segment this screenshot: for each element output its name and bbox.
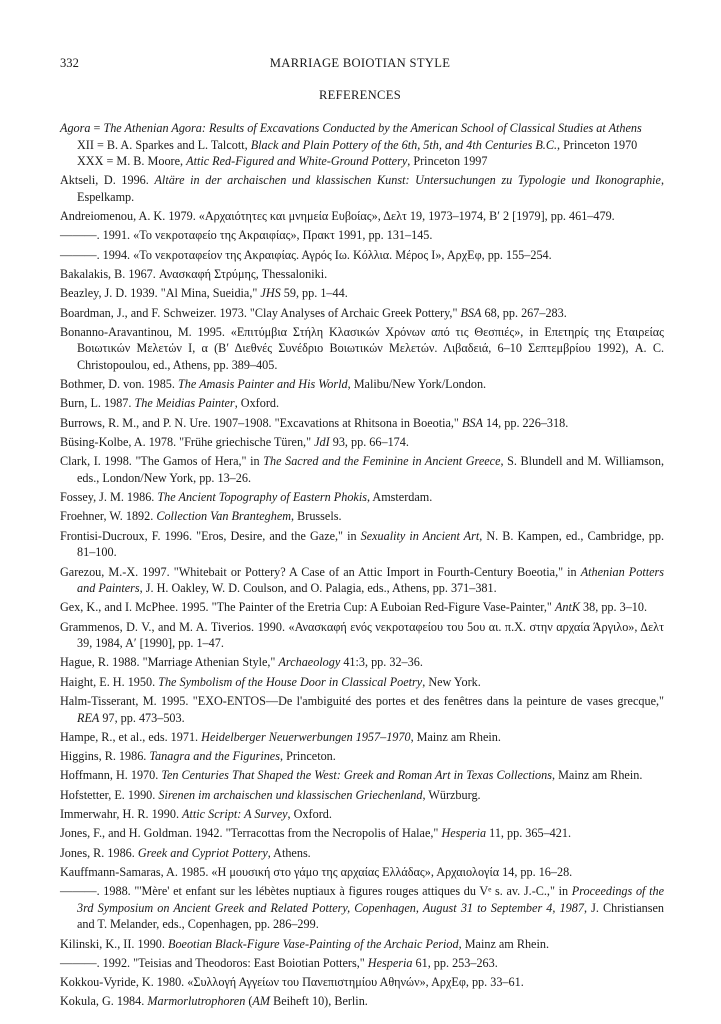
reference-text: , Athens. xyxy=(267,845,311,860)
reference-entry xyxy=(60,787,664,804)
reference-italic-text: Archaeology xyxy=(278,655,341,670)
reference-text: , Malibu/New York/London. xyxy=(347,377,487,392)
reference-italic-text: Hesperia xyxy=(367,955,413,970)
reference-text: , Mainz am Rhein. xyxy=(410,729,501,744)
reference-text: Fossey, J. M. 1986. xyxy=(60,490,158,505)
reference-text: , Amsterdam. xyxy=(366,490,433,505)
reference-text: , Princeton 1970 xyxy=(557,137,638,152)
reference-entry xyxy=(60,376,664,393)
reference-text: = xyxy=(90,121,104,135)
reference-text: , Oxford. xyxy=(234,396,280,411)
reference-italic-text: AntK xyxy=(554,600,580,615)
running-title: MARRIAGE BOIOTIAN STYLE xyxy=(269,56,451,70)
reference-text: ———. 1988. "'Mère' et enfant sur les lébètes nuptiaux à figures rouges attiques du Vᵉ s. av. J.-C.," in xyxy=(60,884,572,899)
reference-entry xyxy=(60,285,664,302)
reference-text: Bothmer, D. von. 1985. xyxy=(60,377,178,392)
reference-italic-text: The Ancient Topography of Eastern Phokis xyxy=(157,490,367,505)
reference-text: Garezou, M.-X. 1997. "Whitebait or Pottery? A Case of an Attic Import in Fourth-Century Boeotia," in xyxy=(60,564,581,579)
reference-text: Jones, R. 1986. xyxy=(60,845,138,860)
reference-italic-text: Black and Plain Pottery of the 6th, 5th, and 4th Centuries B.C. xyxy=(250,137,558,152)
reference-italic-text: Boeotian Black-Figure Vase-Painting of the Archaic Period xyxy=(168,936,459,951)
reference-text: Kilinski, K., II. 1990. xyxy=(60,936,168,951)
reference-text: , Würzburg. xyxy=(422,787,481,802)
reference-text: 97, pp. 473–503. xyxy=(99,710,185,725)
section-title: REFERENCES xyxy=(318,88,402,102)
reference-entry xyxy=(60,883,664,933)
reference-text: ———. 1992. "Teisias and Theodoros: East Boiotian Potters," xyxy=(60,955,368,970)
reference-text: Grammenos, D. V., and M. A. Tiverios. 1990. «Ανασκαφή ενός νεκροταφείου του 5ου αι. π.Χ. στην αρχαία Άργιλο», Δελτ 39, 1984, Α′ [1990], pp. 1–47. xyxy=(60,619,664,651)
reference-entry xyxy=(60,729,664,746)
reference-entry xyxy=(60,266,664,283)
reference-text: 61, pp. 253–263. xyxy=(412,955,498,970)
reference-entry xyxy=(60,993,664,1010)
reference-text: ———. 1994. «Το νεκροταφείον της Ακραιφίας. Αγρός Ιω. Κόλλια. Μέρος Ι», ΑρχΕφ, pp. 155–254. xyxy=(60,247,552,262)
reference-text: Beiheft 10), Berlin. xyxy=(270,994,368,1009)
reference-italic-text: Altäre in der archaischen und klassischen Kunst: Untersuchungen zu Typologie und Ikonographie xyxy=(154,173,661,188)
reference-entry xyxy=(60,247,664,264)
reference-text: Hague, R. 1988. "Marriage Athenian Style," xyxy=(60,655,279,670)
reference-text: , Oxford. xyxy=(287,807,332,822)
reference-italic-text: Marmorlutrophoren xyxy=(147,994,246,1009)
reference-text: Bakalakis, B. 1967. Ανασκαφή Στρύμης, Thessaloniki. xyxy=(60,266,328,281)
reference-entry xyxy=(60,974,664,991)
reference-text: 93, pp. 66–174. xyxy=(329,435,409,450)
reference-text: , Espelkamp. xyxy=(77,173,665,204)
reference-italic-text: Attic Red-Figured and White-Ground Pottery xyxy=(186,154,408,168)
reference-italic-text: Sirenen im archaischen und klassischen Griechenland xyxy=(158,787,423,802)
reference-entry xyxy=(60,674,664,691)
reference-text: , N. B. Kampen, ed., Cambridge, pp. 81–100. xyxy=(77,528,664,560)
reference-text: Boardman, J., and F. Schweizer. 1973. "Clay Analyses of Archaic Greek Pottery," xyxy=(60,305,461,320)
reference-text: Kauffmann-Samaras, A. 1985. «Η μουσική στο γάμο της αρχαίας Ελλάδας», Αρχαιολογία 14, pp. 16–28. xyxy=(60,864,573,879)
reference-italic-text: Hesperia xyxy=(441,826,487,841)
reference-text: Burrows, R. M., and P. N. Ure. 1907–1908. "Excavations at Rhitsona in Boeotia," xyxy=(60,415,462,430)
reference-entry xyxy=(60,434,664,451)
reference-entry xyxy=(60,845,664,862)
reference-entry xyxy=(60,528,664,561)
reference-italic-text: JHS xyxy=(260,286,281,301)
reference-italic-text: Ten Centuries That Shaped the West: Greek and Roman Art in Texas Collections xyxy=(161,768,552,783)
reference-text: Kokula, G. 1984. xyxy=(60,994,148,1009)
reference-text: , Brussels. xyxy=(291,509,342,524)
reference-text: Kokkou-Vyride, K. 1980. «Συλλογή Αγγείων του Πανεπιστημίου Αθηνών», ΑρχΕφ, pp. 33–61. xyxy=(60,975,524,990)
reference-entry xyxy=(60,599,664,616)
reference-italic-text: The Symbolism of the House Door in Classical Poetry xyxy=(158,674,423,689)
reference-text: 38, pp. 3–10. xyxy=(580,600,648,615)
reference-text: Bonanno-Aravantinou, M. 1995. «Επιτύμβια Στήλη Κλασικών Χρόνων από τις Θεσπιές», in Επετηρίς της Εταιρείας Βοιωτικών Μελετών Ι, α (Β′ Διεθνές Συνέδριο Βοιωτικών Μελετών. Λιβαδειά, 6–10 Σεπτεμβρίου 1992), A. C. Christopoulou, ed., Athens, pp. 389–405. xyxy=(60,324,664,372)
reference-text: Haight, E. H. 1950. xyxy=(60,674,159,689)
reference-text: , Princeton. xyxy=(279,749,336,764)
reference-sub-entry xyxy=(60,137,664,154)
reference-text: Halm-Tisserant, M. 1995. "EXO-ENTOS—De l'ambiguité des portes et des fenêtres dans la peinture de vases grecque," xyxy=(60,694,664,709)
reference-entry xyxy=(60,227,664,244)
reference-italic-text: Athenian Potters and Painters xyxy=(77,564,664,596)
reference-entry xyxy=(60,864,664,881)
reference-text: , Mainz am Rhein. xyxy=(458,936,549,951)
reference-text: Andreiomenou, A. K. 1979. «Αρχαιότητες και μνημεία Ευβοίας», Δελτ 19, 1973–1974, Β′ 2 [1979], pp. 461–479. xyxy=(60,209,615,224)
reference-entry xyxy=(60,489,664,506)
reference-entry xyxy=(60,955,664,972)
reference-text: , New York. xyxy=(422,674,481,689)
reference-italic-text: The Sacred and the Feminine in Ancient Greece xyxy=(263,454,501,469)
reference-entry xyxy=(60,172,664,205)
reference-text: Clark, I. 1998. "The Gamos of Hera," in xyxy=(60,454,264,469)
reference-text: , J. H. Oakley, W. D. Coulson, and O. Palagia, eds., Athens, pp. 371–381. xyxy=(139,581,497,596)
reference-text: Immerwahr, H. R. 1990. xyxy=(60,807,183,822)
reference-italic-text: BSA xyxy=(461,415,483,430)
reference-text: Froehner, W. 1892. xyxy=(60,509,157,524)
reference-italic-text: Proceedings of the 3rd Symposium on Ancient Greek and Related Pottery, Copenhagen, August 31 to September 4, 1987 xyxy=(77,884,664,915)
reference-italic-text: REA xyxy=(77,710,100,725)
reference-italic-text: The Meidias Painter xyxy=(134,396,235,411)
reference-entry xyxy=(60,120,664,137)
reference-text: ( xyxy=(245,994,253,1009)
reference-entry xyxy=(60,654,664,671)
reference-text: XII = B. A. Sparkes and L. Talcott, xyxy=(77,137,251,152)
reference-italic-text: BSA xyxy=(460,305,482,320)
reference-italic-text: AM xyxy=(252,994,271,1009)
reference-entry xyxy=(60,564,664,597)
reference-entry xyxy=(60,619,664,652)
reference-italic-text: Attic Script: A Survey xyxy=(182,807,288,822)
reference-text: 59, pp. 1–44. xyxy=(280,286,348,301)
reference-list xyxy=(60,120,664,1013)
reference-entry xyxy=(60,324,664,374)
reference-text: 68, pp. 267–283. xyxy=(481,305,567,320)
reference-text: Büsing-Kolbe, A. 1978. "Frühe griechische Türen," xyxy=(60,435,315,450)
page-number: 332 xyxy=(60,56,79,70)
reference-italic-text: Greek and Cypriot Pottery xyxy=(137,845,268,860)
reference-entry xyxy=(60,508,664,525)
reference-text: Gex, K., and I. McPhee. 1995. "The Painter of the Eretria Cup: A Euboian Red-Figure Vase-Painter," xyxy=(60,600,555,615)
reference-text: Jones, F., and H. Goldman. 1942. "Terracottas from the Necropolis of Halae," xyxy=(60,826,442,841)
reference-italic-text: Collection Van Branteghem xyxy=(156,509,292,524)
reference-entry xyxy=(60,936,664,953)
reference-italic-text: Agora xyxy=(60,121,91,135)
reference-text: Higgins, R. 1986. xyxy=(60,749,150,764)
reference-text: Beazley, J. D. 1939. "Al Mina, Sueidia," xyxy=(60,286,261,301)
reference-entry xyxy=(60,453,664,486)
reference-text: XXX = M. B. Moore, xyxy=(77,154,187,168)
reference-entry xyxy=(60,693,664,726)
reference-text: 14, pp. 226–318. xyxy=(482,415,569,430)
reference-entry xyxy=(60,208,664,225)
reference-text: , J. Christiansen and T. Melander, eds., Copenhagen, pp. 286–299. xyxy=(77,900,664,932)
reference-text: Aktseli, D. 1996. xyxy=(60,173,155,188)
reference-entry xyxy=(60,825,664,842)
reference-entry xyxy=(60,748,664,765)
reference-text: Hoffmann, H. 1970. xyxy=(60,768,162,783)
reference-italic-text: The Amasis Painter and His World xyxy=(178,377,348,392)
reference-entry xyxy=(60,806,664,823)
reference-text: 11, pp. 365–421. xyxy=(486,826,571,841)
reference-text: Hampe, R., et al., eds. 1971. xyxy=(60,729,202,744)
reference-italic-text: Tanagra and the Figurines xyxy=(149,749,280,764)
running-header xyxy=(60,56,660,74)
reference-text: 41:3, pp. 32–36. xyxy=(340,655,423,670)
reference-text: , Princeton 1997 xyxy=(407,154,488,168)
reference-italic-text: The Athenian Agora: Results of Excavations Conducted by the American School of Classical Studies at Athens xyxy=(103,121,642,135)
reference-text: , S. Blundell and M. Williamson, eds., London/New York, pp. 13–26. xyxy=(77,454,665,485)
reference-text: Frontisi-Ducroux, F. 1996. "Eros, Desire, and the Gaze," in xyxy=(60,528,361,543)
reference-italic-text: Sexuality in Ancient Art xyxy=(360,528,480,543)
reference-italic-text: JdI xyxy=(314,435,330,450)
reference-entry xyxy=(60,767,664,784)
reference-sub-entry xyxy=(60,153,664,170)
reference-entry xyxy=(60,305,664,322)
reference-text: ———. 1991. «Το νεκροταφείο της Ακραιφίας», Πρακτ 1991, pp. 131–145. xyxy=(60,228,433,243)
reference-entry xyxy=(60,395,664,412)
reference-text: Hofstetter, E. 1990. xyxy=(60,787,159,802)
reference-italic-text: Heidelberger Neuerwerbungen 1957–1970 xyxy=(201,729,411,744)
reference-entry xyxy=(60,415,664,432)
reference-text: , Mainz am Rhein. xyxy=(552,768,643,783)
reference-text: Burn, L. 1987. xyxy=(60,396,135,411)
